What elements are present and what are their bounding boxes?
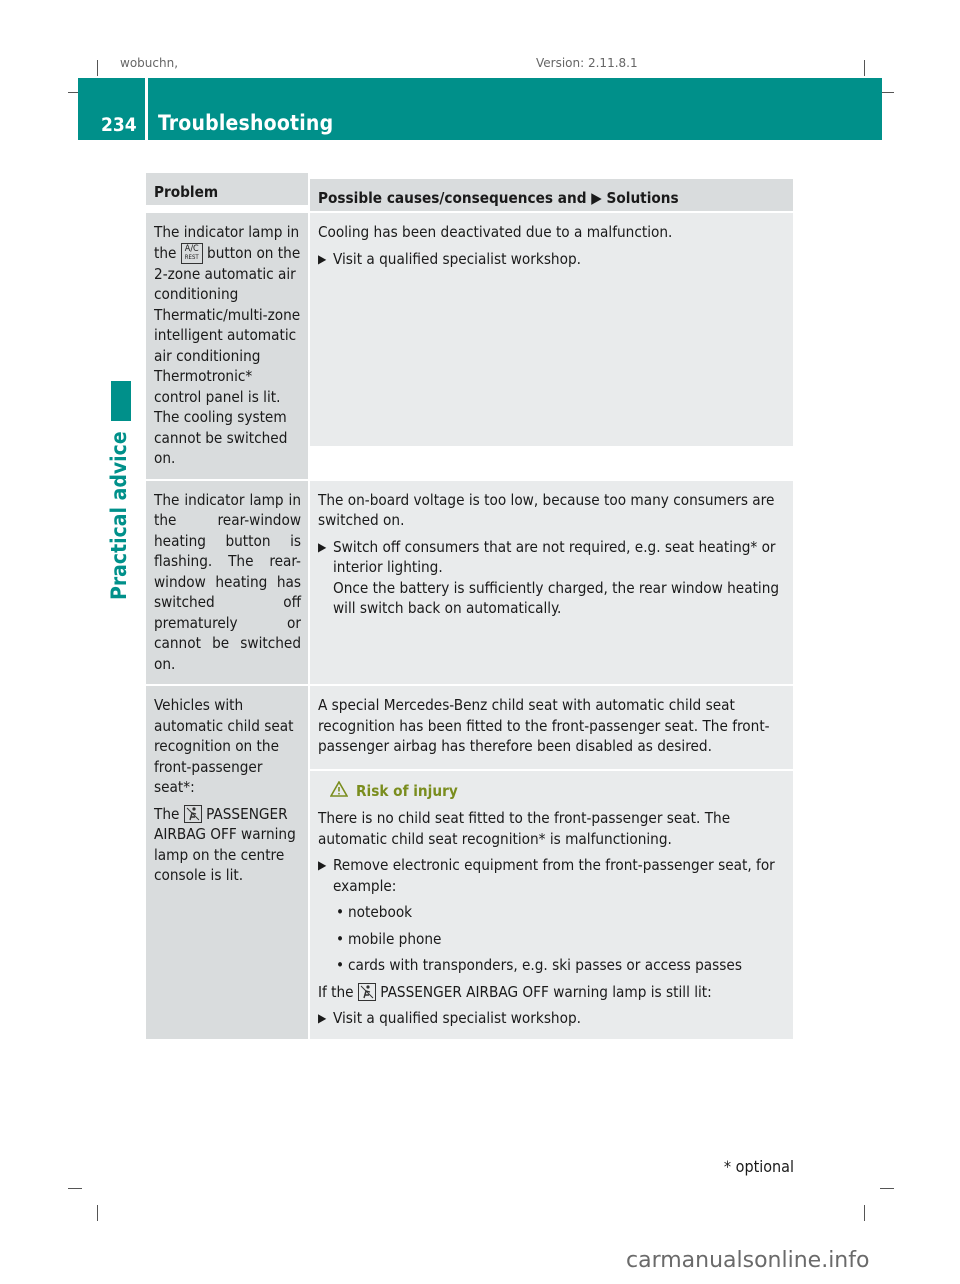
crop-mark (97, 60, 98, 76)
list-item: • notebook (318, 902, 787, 923)
troubleshooting-table (146, 173, 793, 1039)
warning-divider (310, 769, 793, 771)
problem-cell (146, 686, 308, 1039)
solution-step: ▶ Remove electronic equipment from the front-passenger seat, for example: (318, 856, 775, 895)
header-divider (145, 78, 148, 140)
table-row (146, 684, 793, 1039)
arrow-right-icon: ▶ (318, 539, 327, 554)
print-meta-right: Version: 2.11.8.1 (536, 56, 638, 70)
problem-text: The indicator lamp in the A/C REST button on the 2-zone automatic air conditioning Thermatic/multi-zone intelligent automatic air conditioning (154, 223, 301, 365)
problem-text: Thermotronic* control panel is lit. The cooling system cannot be switched on. (154, 367, 288, 467)
step-note: Once the battery is sufficiently charged, the rear window heating will switch back on automatically. (333, 578, 780, 617)
side-section-title: Practical advice (107, 431, 131, 600)
crop-mark (68, 1188, 82, 1189)
solution-cell (310, 481, 793, 685)
crop-mark (880, 1188, 894, 1189)
table-row (146, 479, 793, 685)
side-tab-marker (111, 381, 131, 421)
page-number: 234 (101, 114, 137, 136)
problem-text: Vehicles with automatic child seat recognition on the front-passenger seat*: (154, 696, 294, 796)
solution-step: ▶ Switch off consumers that are not required, e.g. seat heating* or interior lighting. (318, 537, 776, 576)
problem-cell (146, 481, 308, 685)
warning-triangle-icon (330, 781, 348, 803)
section-title: Troubleshooting (158, 111, 334, 135)
warning-heading: Risk of injury (318, 781, 787, 803)
solution-cell (310, 213, 793, 446)
problem-text: The indicator lamp in the rear-window heating button is flashing. The rear-window heating has switched off prematurely or cannot be switched on. (154, 490, 301, 673)
watermark: carmanualsonline.info (626, 1248, 870, 1273)
ac-button-icon: A/C REST (181, 243, 203, 264)
print-meta-left: wobuchn, (120, 56, 179, 70)
cause-text: Cooling has been deactivated due to a malfunction. (318, 223, 673, 241)
crop-mark (864, 60, 865, 76)
table-header-row (146, 173, 793, 211)
col-header-problem: Problem (146, 173, 308, 205)
solution-step: ▶ Visit a qualified specialist workshop. (318, 1009, 581, 1027)
list-item: • mobile phone (318, 929, 787, 950)
cause-text: The on-board voltage is too low, because too many consumers are switched on. (318, 490, 775, 529)
crop-mark (97, 1205, 98, 1221)
still-lit-text: If the PASSENGER AIRBAG OFF warning lamp is still lit: (318, 982, 712, 1001)
airbag-off-icon (184, 805, 202, 823)
airbag-off-icon (358, 983, 376, 1001)
col-header-solutions: Possible causes/consequences and ▶ Solutions (310, 179, 793, 211)
problem-text: The PASSENGER AIRBAG OFF warning lamp on the centre console is lit. (154, 804, 296, 884)
problem-cell (146, 213, 308, 479)
footnote-optional: * optional (723, 1157, 794, 1176)
crop-mark (864, 1205, 865, 1221)
arrow-right-icon: ▶ (318, 858, 327, 872)
warning-text: There is no child seat fitted to the front-passenger seat. The automatic child seat recognition* is malfunctioning. (318, 809, 731, 848)
crop-mark (880, 92, 894, 93)
cause-text: A special Mercedes-Benz child seat with automatic child seat recognition has been fitted to the front-passenger seat. The front-passenger airbag has therefore been disabled as desired. (318, 696, 770, 755)
table-row (146, 211, 793, 479)
solution-step: ▶ Visit a qualified specialist workshop. (318, 249, 581, 268)
arrow-right-icon: ▶ (318, 1011, 327, 1025)
list-item: • cards with transponders, e.g. ski passes or access passes (318, 955, 787, 976)
solution-cell (310, 686, 793, 1039)
arrow-right-icon: ▶ (318, 251, 327, 266)
